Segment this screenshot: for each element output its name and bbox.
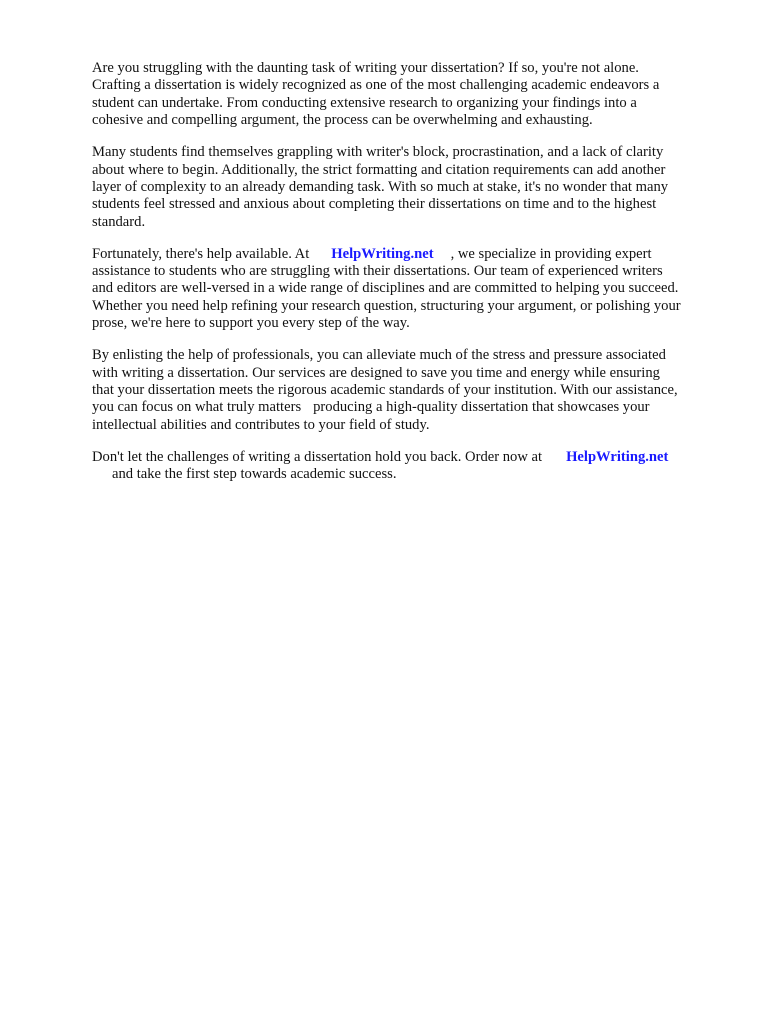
- paragraph-struggles: [92, 144, 724, 231]
- text-line: standard.: [92, 213, 146, 230]
- text-line: about where to begin. Additionally, the strict formatting and citation requirements can add another: [92, 161, 666, 178]
- text-fragment: producing a high-quality dissertation that showcases your: [313, 399, 650, 416]
- text-line: that your dissertation meets the rigorous academic standards of your institution. With our assistance,: [92, 382, 678, 398]
- text-fragment: , we specialize in providing expert: [450, 245, 652, 262]
- text-line: Many students find themselves grappling with writer's block, procrastination, and a lack of clarity: [92, 144, 664, 161]
- paragraph-intro: [92, 60, 724, 130]
- text-line: prose, we're here to support you every step of the way.: [92, 315, 410, 332]
- text-line: layer of complexity to an already demanding task. With so much at stake, it's no wonder that many: [92, 178, 669, 195]
- text-line: with writing a dissertation. Our services are designed to save you time and energy while ensuring: [92, 364, 660, 381]
- text-line: students feel stressed and anxious about completing their dissertations on time and to the highest: [92, 196, 657, 213]
- text-fragment: you can focus on what truly matters: [92, 399, 302, 416]
- paragraph-help: [92, 246, 724, 333]
- text-line: [92, 449, 724, 466]
- text-line: Crafting a dissertation is widely recognized as one of the most challenging academic endeavors a: [92, 77, 660, 94]
- helpwriting-link[interactable]: HelpWriting.net: [331, 245, 434, 262]
- document-body: [92, 60, 724, 498]
- paragraph-call-to-action: [92, 449, 724, 484]
- text-line: assistance to students who are struggling with their dissertations. Our team of experienced writers: [92, 263, 663, 280]
- text-line: [92, 246, 724, 263]
- text-line: Whether you need help refining your research question, structuring your argument, or polishing your: [92, 297, 681, 314]
- paragraph-professionals: [92, 347, 724, 434]
- text-line: [92, 399, 724, 416]
- text-line: Are you struggling with the daunting task of writing your dissertation? If so, you're not alone.: [92, 60, 639, 76]
- text-fragment: Fortunately, there's help available. At: [92, 245, 310, 262]
- text-fragment: and take the first step towards academic success.: [112, 466, 397, 483]
- text-line: intellectual abilities and contributes to your field of study.: [92, 416, 430, 433]
- text-line: student can undertake. From conducting extensive research to organizing your findings into a: [92, 94, 637, 111]
- text-fragment: Don't let the challenges of writing a dissertation hold you back. Order now at: [92, 448, 543, 465]
- text-line: By enlisting the help of professionals, you can alleviate much of the stress and pressure associated: [92, 347, 666, 364]
- text-line: cohesive and compelling argument, the process can be overwhelming and exhausting.: [92, 112, 593, 129]
- helpwriting-link[interactable]: HelpWriting.net: [566, 448, 669, 465]
- text-line: and editors are well-versed in a wide range of disciplines and are committed to helping you succeed.: [92, 280, 679, 297]
- text-line: [92, 466, 724, 483]
